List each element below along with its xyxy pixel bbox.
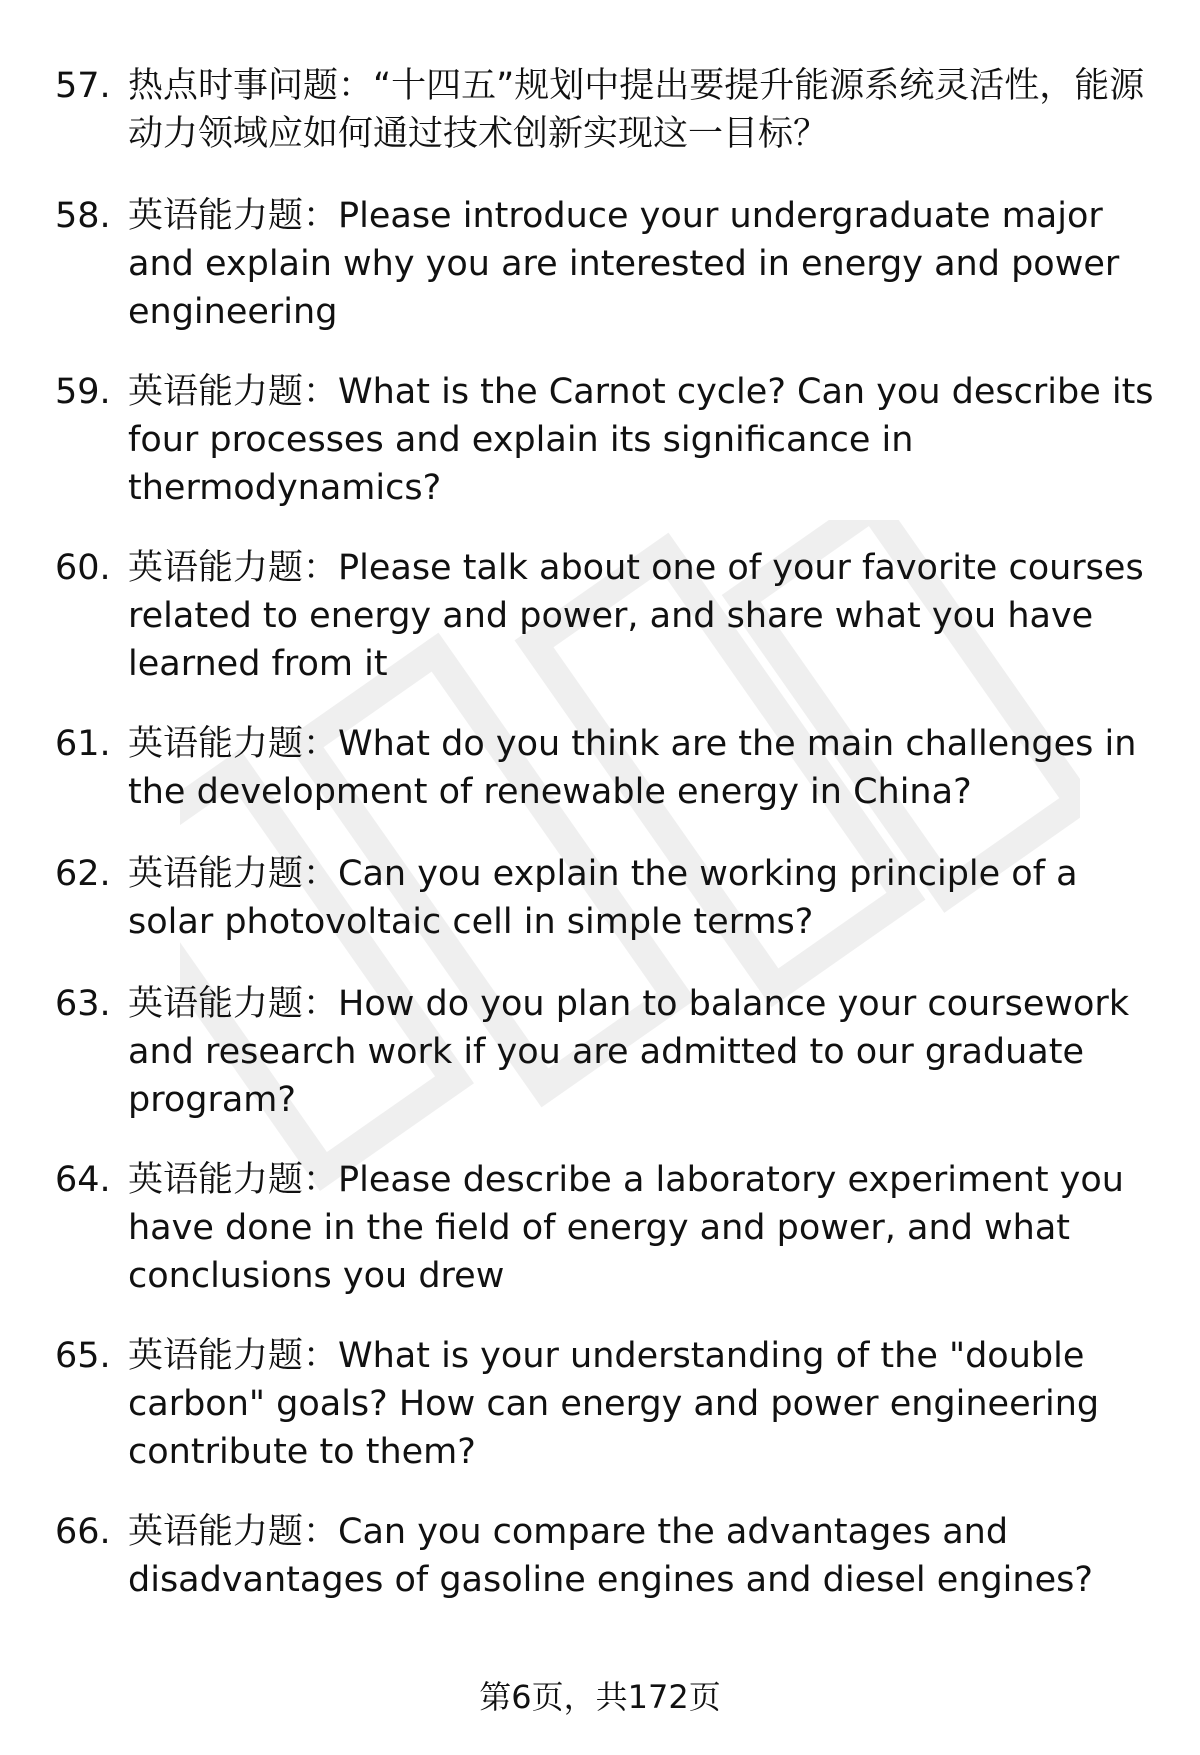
list-item — [55, 850, 1155, 946]
question-number: 66. — [55, 1512, 111, 1552]
question-category: 热点时事问题： — [128, 66, 374, 106]
question-category: 英语能力题： — [128, 1336, 339, 1376]
question-text: What do you think are the main challenges in the development of renewable energy in China? — [128, 724, 1137, 812]
question-body — [128, 850, 1155, 946]
question-body — [128, 1508, 1155, 1604]
question-number: 62. — [55, 854, 111, 894]
question-category: 英语能力题： — [128, 548, 339, 588]
list-item — [55, 1508, 1155, 1604]
list-item — [55, 368, 1155, 512]
question-body — [128, 1332, 1155, 1476]
question-number: 64. — [55, 1160, 111, 1200]
question-text: Please describe a laboratory experiment you have done in the field of energy and power, and what conclusions you drew — [128, 1160, 1124, 1296]
question-number: 65. — [55, 1336, 111, 1376]
question-body — [128, 1156, 1155, 1300]
question-text: Can you explain the working principle of a solar photovoltaic cell in simple terms? — [128, 854, 1078, 942]
question-number: 60. — [55, 548, 111, 588]
list-item — [55, 62, 1155, 158]
list-item — [55, 980, 1155, 1124]
list-item — [55, 192, 1155, 336]
question-category: 英语能力题： — [128, 1512, 339, 1552]
question-category: 英语能力题： — [128, 854, 339, 894]
question-category: 英语能力题： — [128, 196, 339, 236]
question-text: What is the Carnot cycle? Can you describe its four processes and explain its significance in thermodynamics? — [128, 372, 1154, 508]
question-number: 61. — [55, 724, 111, 764]
question-body — [128, 62, 1155, 158]
question-category: 英语能力题： — [128, 372, 339, 412]
question-list — [55, 62, 1155, 1638]
question-number: 63. — [55, 984, 111, 1024]
list-item — [55, 544, 1155, 688]
list-item — [55, 720, 1155, 816]
question-text: Please talk about one of your favorite courses related to energy and power, and share what you have learned from it — [128, 548, 1144, 684]
page-number: 第6页，共172页 — [479, 1678, 721, 1716]
question-body — [128, 368, 1155, 512]
list-item — [55, 1156, 1155, 1300]
question-text: “十四五”规划中提出要提升能源系统灵活性，能源动力领域应如何通过技术创新实现这一目标？ — [128, 66, 1145, 154]
question-text: Can you compare the advantages and disadvantages of gasoline engines and diesel engines? — [128, 1512, 1093, 1600]
list-item — [55, 1332, 1155, 1476]
question-category: 英语能力题： — [128, 724, 339, 764]
question-category: 英语能力题： — [128, 984, 339, 1024]
question-body — [128, 192, 1155, 336]
question-body — [128, 720, 1155, 816]
question-body — [128, 980, 1155, 1124]
question-number: 57. — [55, 66, 111, 106]
question-text: How do you plan to balance your coursework and research work if you are admitted to our graduate program? — [128, 984, 1130, 1120]
question-body — [128, 544, 1155, 688]
question-number: 59. — [55, 372, 111, 412]
question-category: 英语能力题： — [128, 1160, 339, 1200]
question-text: What is your understanding of the "double carbon" goals? How can energy and power engineering contribute to them? — [128, 1336, 1100, 1472]
question-number: 58. — [55, 196, 111, 236]
question-text: Please introduce your undergraduate major and explain why you are interested in energy and power engineering — [128, 196, 1120, 332]
